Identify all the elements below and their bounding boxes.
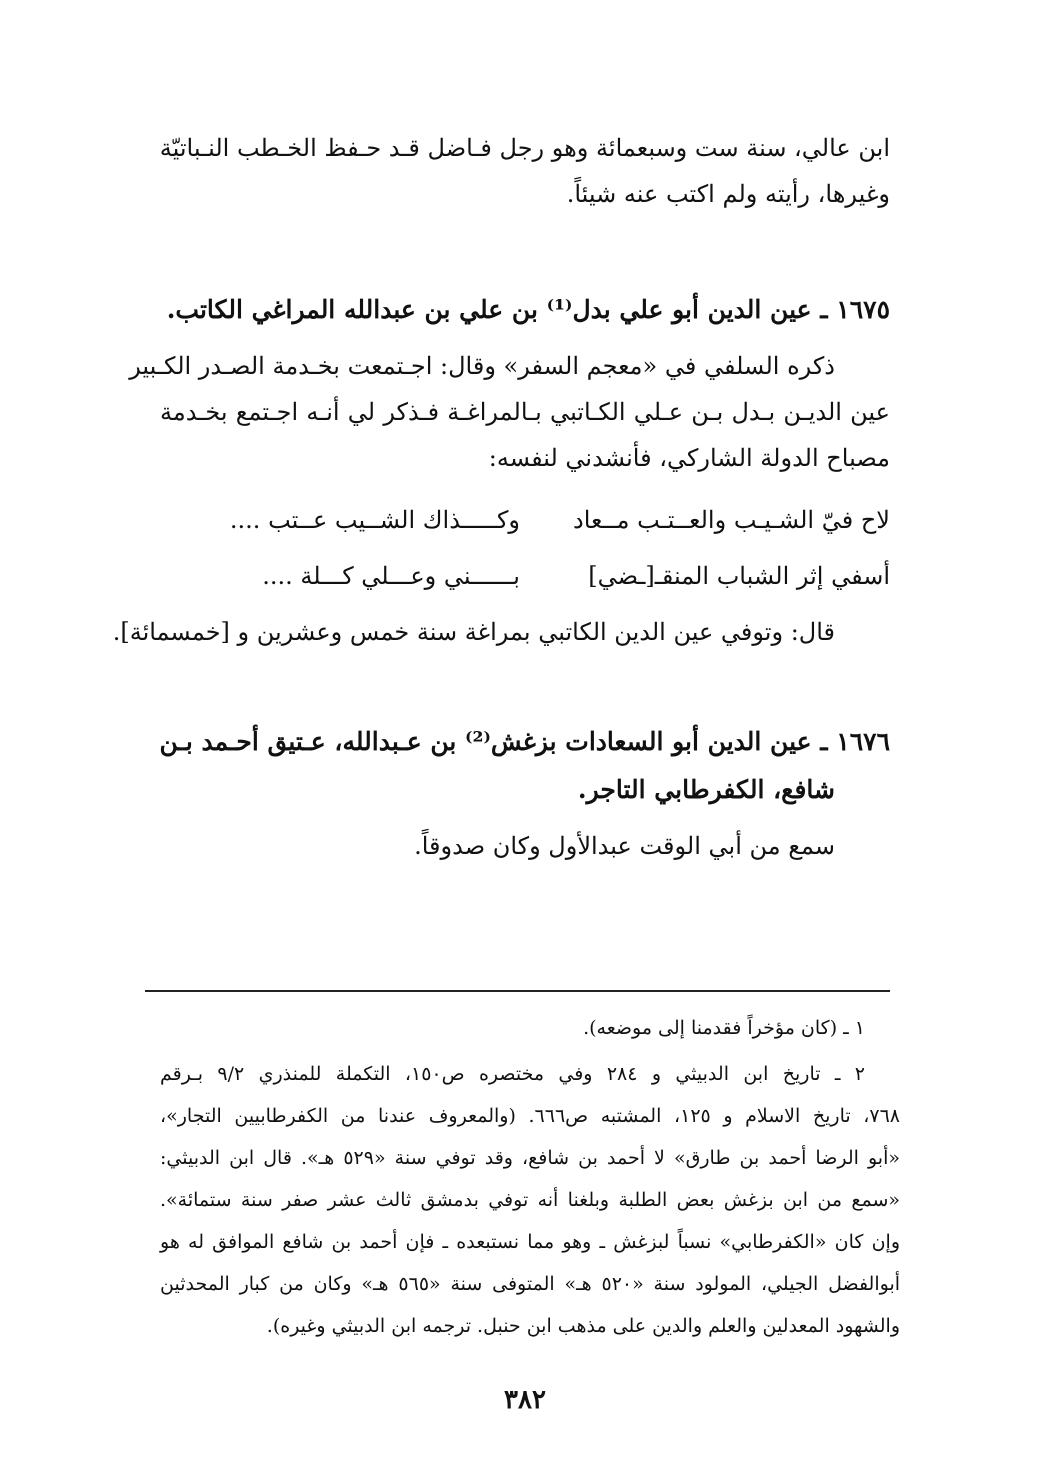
entry-1675-line-3: مصباح الدولة الشاركي، فأنشدني لنفسه: [488, 444, 890, 472]
footnote-2-line-7: والشهود المعدلين والعلم والدين على مذهب ابن حنبل. ترجمه ابن الدبيثي وغيره). [266, 1315, 900, 1337]
footnote-2-line-5: وإن كان «الكفرطابي» نسباً لبزغش ـ وهو مما نستبعده ـ فإن أحمد بن شافع الموافق له هو [160, 1231, 900, 1253]
footnote-2-line-1: ٢ ـ تاريخ ابن الدبيثي و ٢٨٤ وفي مختصره ص١٥٠، التكملة للمنذري ٩/٢ بـرقم [160, 1063, 866, 1085]
entry-1675-heading: ١٦٧٥ ـ عين الدين أبو علي بدل⁽¹⁾ بن علي بن عبدالله المراغي الكاتب. [166, 295, 890, 324]
footnote-2-line-6: أبوالفضل الجيلي، المولود سنة «٥٢٠ هـ» المتوفى سنة «٥٦٥ هـ» وكان من كبار المحدثين [160, 1273, 901, 1295]
verse-2-second-hemistich: بــــــني وعـــلي كـــلة .... [262, 562, 520, 590]
verse-1-first-hemistich: لاح فيّ الشـيـب والعــتـب مــعاد [573, 506, 890, 534]
entry-1675-line-1: ذكره السلفي في «معجم السفر» وقال: اجـتمعت بخـدمة الصـدر الكـبير [129, 352, 835, 380]
entry-1675-line-2: عين الديـن بـدل بـن عـلي الكـاتبي بـالمراغـة فـذكر لي أنـه اجـتمع بخـدمة [160, 398, 890, 426]
footnote-2-line-3: «أبو الرضا أحمد بن طارق» لا أحمد بن شافع، وقد توفي سنة «٥٢٩ هـ». قال ابن الدبيثي: [160, 1147, 900, 1169]
entry-1676-line: سمع من أبي الوقت عبدالأول وكان صدوقاً. [414, 832, 835, 860]
entry-1676-heading-line-1: ١٦٧٦ ـ عين الدين أبو السعادات بزغش⁽²⁾ بن عـبدالله، عـتيق أحـمد بـن [159, 727, 890, 756]
footnote-1: ١ ـ (كان مؤخراً فقدمنا إلى موضعه). [583, 1017, 865, 1039]
entry-1676-heading-line-2: شافع، الكفرطابي التاجر. [577, 775, 835, 804]
footnote-separator [145, 990, 890, 992]
intro-line-1: ابن عالي، سنة ست وسبعمائة وهو رجل فـاضل قـد حـفظ الخـطب النـباتيّة [159, 134, 890, 162]
footnote-2-line-2: ٧٦٨، تاريخ الاسلام و ١٢٥، المشتبه ص٦٦٦. (والمعروف عندنا من الكفرطابيين التجار»، [160, 1105, 901, 1127]
page-number: ٣٨٢ [504, 1385, 546, 1415]
entry-1675-closing: قال: وتوفي عين الدين الكاتبي بمراغة سنة خمس وعشرين و [خمسمائة]. [112, 618, 835, 646]
verse-1-second-hemistich: وكـــــذاك الشــيب عــتب .... [229, 506, 520, 534]
verse-2-first-hemistich: أسفي إثر الشباب المنقـ[ـضي] [588, 562, 890, 590]
intro-line-2: وغيرها، رأيته ولم اكتب عنه شيئاً. [566, 180, 890, 208]
footnote-2-line-4: «سمع من ابن بزغش بعض الطلبة وبلغنا أنه توفي بدمشق ثالث عشر صفر سنة ستمائة». [160, 1189, 900, 1211]
